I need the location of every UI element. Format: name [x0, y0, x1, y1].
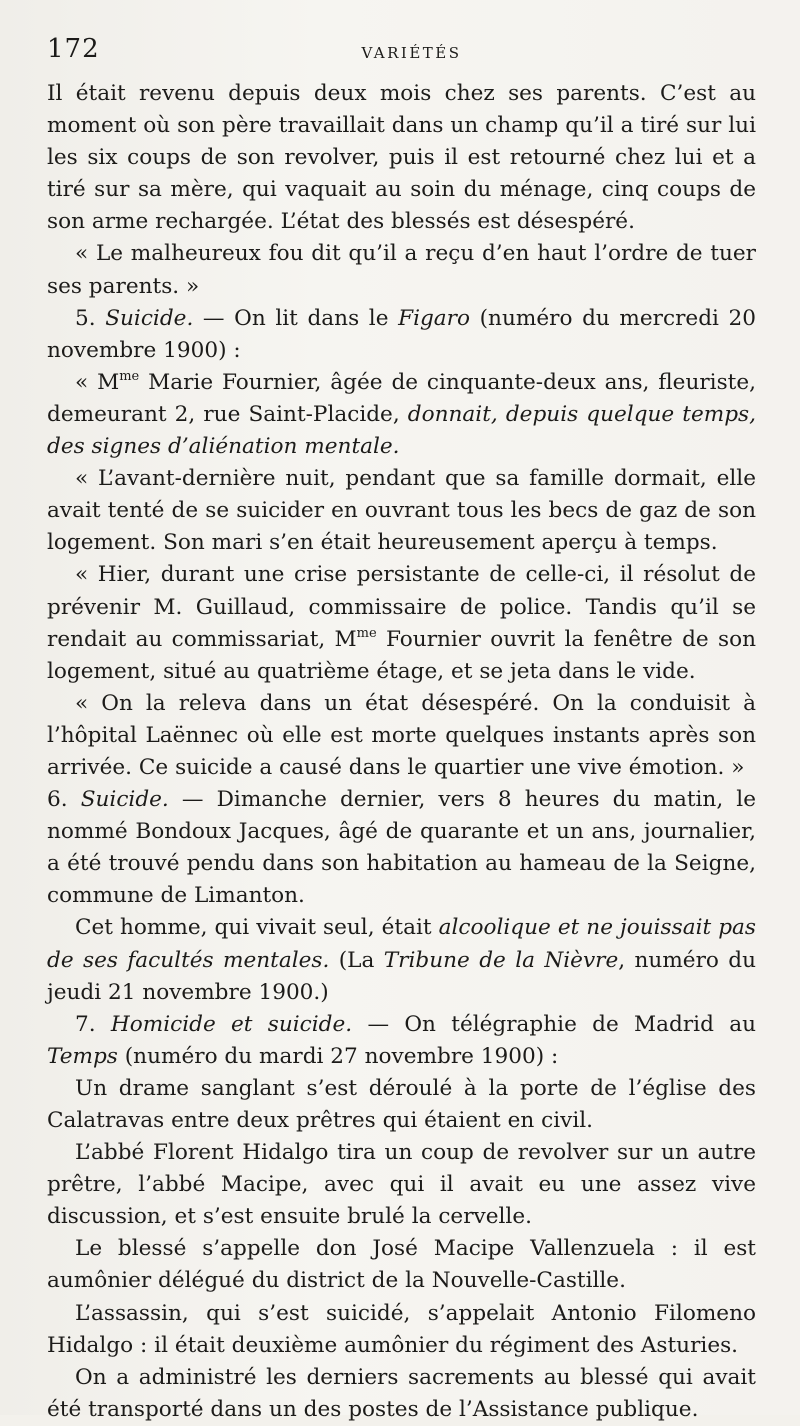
paragraph-2: « Le malheureux fou dit qu’il a reçu d’en haut l’ordre de tuer ses parents. »: [47, 241, 756, 299]
page-header: [47, 34, 756, 78]
paragraph-13: Le blessé s’appelle don José Macipe Vallenzuela : il est aumônier délégué du district de la Nouvelle-Castille.: [47, 1236, 756, 1294]
paragraph-14: L’assassin, qui s’est suicidé, s’appelait Antonio Filomeno Hidalgo : il était deuxième aumônier du régiment des Asturies.: [47, 1300, 756, 1358]
page-body: [47, 78, 756, 1426]
entry-number: 6.: [47, 787, 81, 813]
entry-7: 7. Homicide et suicide. — On télégraphie de Madrid au Temps (numéro du mardi 27 novembre 1900) :: [47, 1011, 756, 1069]
entry-number: 5.: [75, 305, 106, 331]
entry-5: 5. Suicide. — On lit dans le Figaro (numéro du mercredi 20 novembre 1900) :: [47, 305, 757, 363]
entry-6: 6. Suicide. — Dimanche dernier, vers 8 heures du matin, le nommé Bondoux Jacques, âgé de quarante et un ans, journalier, a été trouvé pendu dans son habitation au hameau de la Seigne, commune de Limanton.: [47, 787, 756, 909]
newspaper-name: Figaro: [398, 305, 471, 331]
entry-title: Suicide.: [80, 787, 169, 813]
newspaper-name: Temps: [47, 1043, 118, 1069]
newspaper-name: Tribune de la Nièvre: [383, 947, 619, 973]
paragraph-4: « $M^{me}$ Marie Fournier, âgée de cinquante-deux ans, fleuriste, demeurant 2, rue Saint-Placide, donnait, depuis quelque temps, des signes d’aliénation mentale.: [47, 368, 757, 460]
page-number: 172: [47, 34, 100, 64]
entry-title: Suicide.: [105, 305, 194, 331]
entry-title: Homicide et suicide.: [110, 1011, 353, 1037]
paragraph-15: On a administré les derniers sacrements au blessé qui avait été transporté dans un des postes de l’Assistance publique.: [47, 1364, 756, 1422]
paragraph-6: « Hier, durant une crise persistante de celle-ci, il résolut de prévenir M. Guillaud, commissaire de police. Tandis qu’il se rendait au commissariat, $M^{me}$ Fournier ouvrit la fenêtre de son logement, situé au quatrième étage, et se jeta dans le vide.: [47, 562, 756, 684]
paragraph-12: L’abbé Florent Hidalgo tira un coup de revolver sur un autre prêtre, l’abbé Macipe, avec qui il avait eu une assez vive discussion, et s’est ensuite brulé la cervelle.: [47, 1140, 756, 1230]
running-head: VARIÉTÉS: [361, 44, 462, 62]
paragraph-9: Cet homme, qui vivait seul, était alcoolique et ne jouissait pas de ses facultés mentales. (La Tribune de la Nièvre, numéro du jeudi 21 novembre 1900.): [47, 915, 757, 1005]
entry-number: 7.: [75, 1011, 111, 1037]
paragraph-1: Il était revenu depuis deux mois chez ses parents. C’est au moment où son père travaillait dans un champ qu’il a tiré sur lui les six coups de son revolver, puis il est retourné chez lui et a tiré sur sa mère, qui vaquait au soin du ménage, cinq coups de son arme rechargée. L’état des blessés est désespéré.: [47, 81, 756, 235]
paragraph-11: Un drame sanglant s’est déroulé à la porte de l’église des Calatravas entre deux prêtres qui étaient en civil.: [47, 1075, 756, 1133]
paragraph-7: « On la releva dans un état désespéré. On la conduisit à l’hôpital Laënnec où elle est morte quelques instants après son arrivée. Ce suicide a causé dans le quartier une vive émotion. »: [47, 690, 756, 780]
paragraph-5: « L’avant-dernière nuit, pendant que sa famille dormait, elle avait tenté de se suicider en ouvrant tous les becs de gaz de son logement. Son mari s’en était heureusement aperçu à temps.: [47, 466, 756, 556]
